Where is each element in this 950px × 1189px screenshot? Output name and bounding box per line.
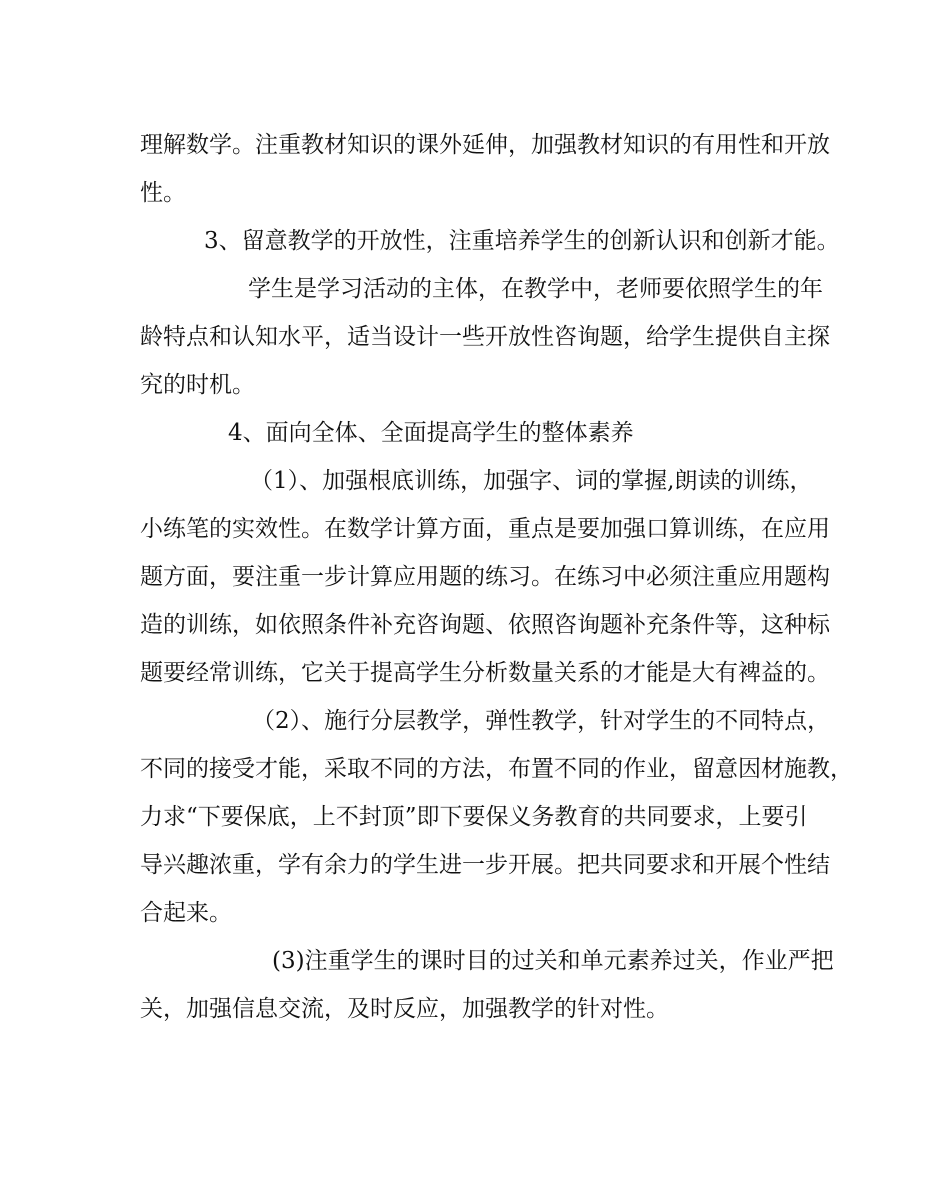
text-line: 小练笔的实效性。在数学计算方面，重点是要加强口算训练，在应用 <box>140 516 830 542</box>
document-body <box>140 121 853 1033</box>
text-line: 学生是学习活动的主体，在教学中，老师要依照学生的年 <box>248 276 823 302</box>
text-line: 龄特点和认知水平，适当设计一些开放性咨询题，给学生提供自主探 <box>140 324 830 350</box>
text-line: 理解数学。注重教材知识的课外延伸，加强教材知识的有用性和开放 <box>140 132 830 158</box>
text-line: 合起来。 <box>140 900 232 926</box>
text-line: 不同的接受才能，采取不同的方法，布置不同的作业，留意因材施教， <box>140 756 853 782</box>
text-line: 题要经常训练，它关于提高学生分析数量关系的才能是大有裨益的。 <box>140 660 830 686</box>
subitem-1: （1）、加强根底训练，加强字、词的掌握,朗读的训练， <box>250 468 813 494</box>
subitem-3: (3)注重学生的课时目的过关和单元素养过关，作业严把 <box>272 948 834 974</box>
section-heading-4: 4、面向全体、全面提高学生的整体素养 <box>228 420 634 446</box>
text-line: 导兴趣浓重，学有余力的学生进一步开展。把共同要求和开展个性结 <box>140 852 830 878</box>
text-line: 题方面，要注重一步计算应用题的练习。在练习中必须注重应用题构 <box>140 564 830 590</box>
text-line: 关，加强信息交流，及时反应，加强教学的针对性。 <box>140 996 669 1022</box>
text-line: 究的时机。 <box>140 372 255 398</box>
text-line: 造的训练，如依照条件补充咨询题、依照咨询题补充条件等，这种标 <box>140 612 830 638</box>
text-line: 力求“下要保底，上不封顶”即下要保义务教育的共同要求，上要引 <box>140 804 808 830</box>
section-heading-3: 3、留意教学的开放性，注重培养学生的创新认识和创新才能。 <box>204 228 840 254</box>
subitem-2: （2）、施行分层教学，弹性教学，针对学生的不同特点， <box>252 708 831 734</box>
text-line: 性。 <box>140 180 186 206</box>
